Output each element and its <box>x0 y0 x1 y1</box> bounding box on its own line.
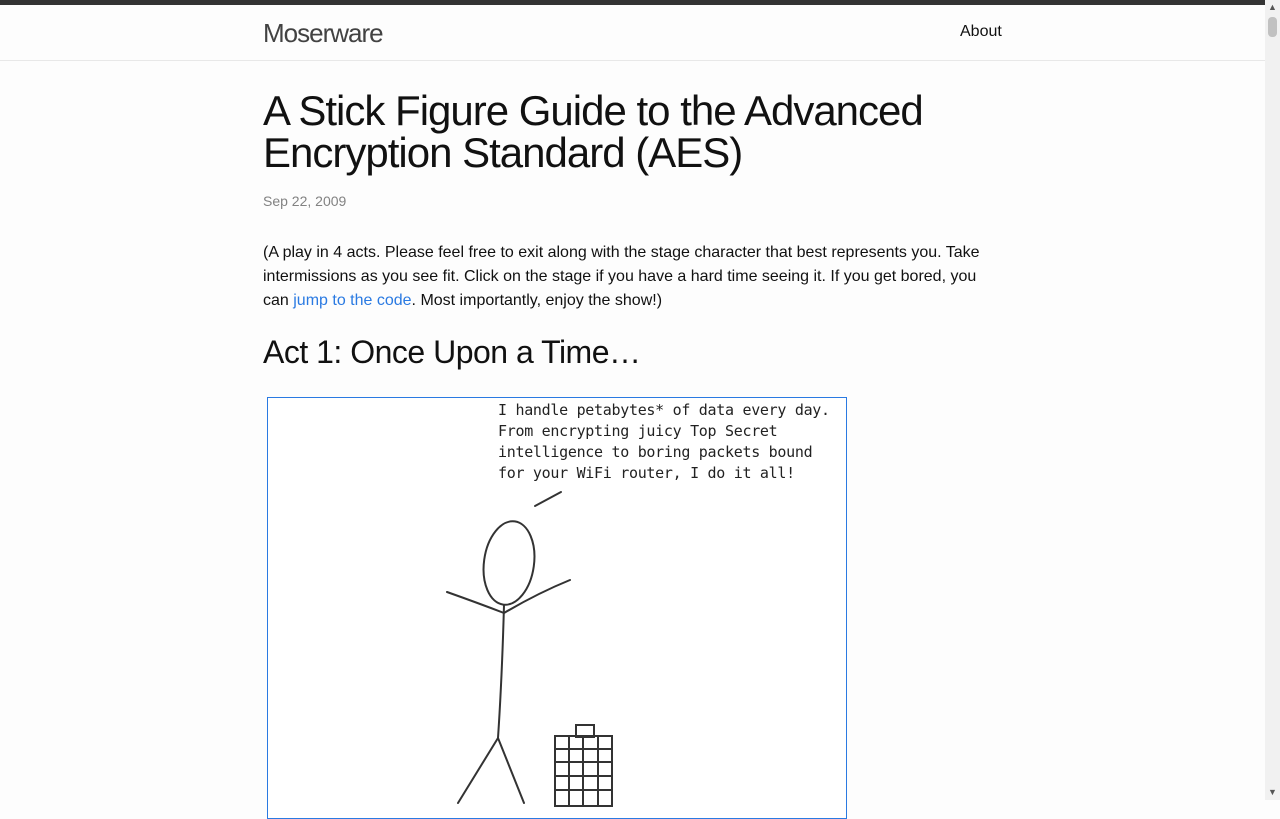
site-title-link[interactable]: Moserware <box>263 18 383 48</box>
intro-text-before: (A play in 4 acts. Please feel free to exit along with the stage character that best represents you. Take intermissions as you see fit. Click on the stage if you have a hard time seeing it. If you get bored, you can <box>263 244 980 309</box>
act-1-heading: Act 1: Once Upon a Time… <box>263 334 641 370</box>
post-title: A Stick Figure Guide to the Advanced Encryption Standard (AES) <box>263 87 923 176</box>
stick-figure-arms <box>447 580 570 613</box>
intro-text-after: . Most importantly, enjoy the show!) <box>411 292 663 309</box>
scroll-up-arrow-icon[interactable]: ▲ <box>1268 2 1277 12</box>
stick-figure-right-leg <box>498 738 524 803</box>
nav-about-link[interactable]: About <box>960 23 1002 40</box>
stick-figure-left-leg <box>458 738 498 803</box>
comic-stage[interactable] <box>267 397 847 819</box>
scroll-down-arrow-icon[interactable]: ▼ <box>1268 787 1277 797</box>
post-date: Sep 22, 2009 <box>263 193 347 209</box>
stick-figure-body <box>498 605 504 738</box>
speech-tick <box>535 492 561 506</box>
site-header <box>0 5 1265 61</box>
page-scrollbar[interactable] <box>1265 0 1280 800</box>
stick-figure-drawing <box>268 398 846 818</box>
jump-to-code-link[interactable]: jump to the code <box>293 292 412 309</box>
stick-figure-head <box>478 518 539 608</box>
speech-bubble-text: I handle petabytes* of data every day. From encrypting juicy Top Secret intelligence to boring packets bound for your WiFi router, I do it all! <box>498 401 830 482</box>
intro-paragraph <box>263 241 1003 313</box>
scrollbar-thumb[interactable] <box>1268 17 1277 37</box>
